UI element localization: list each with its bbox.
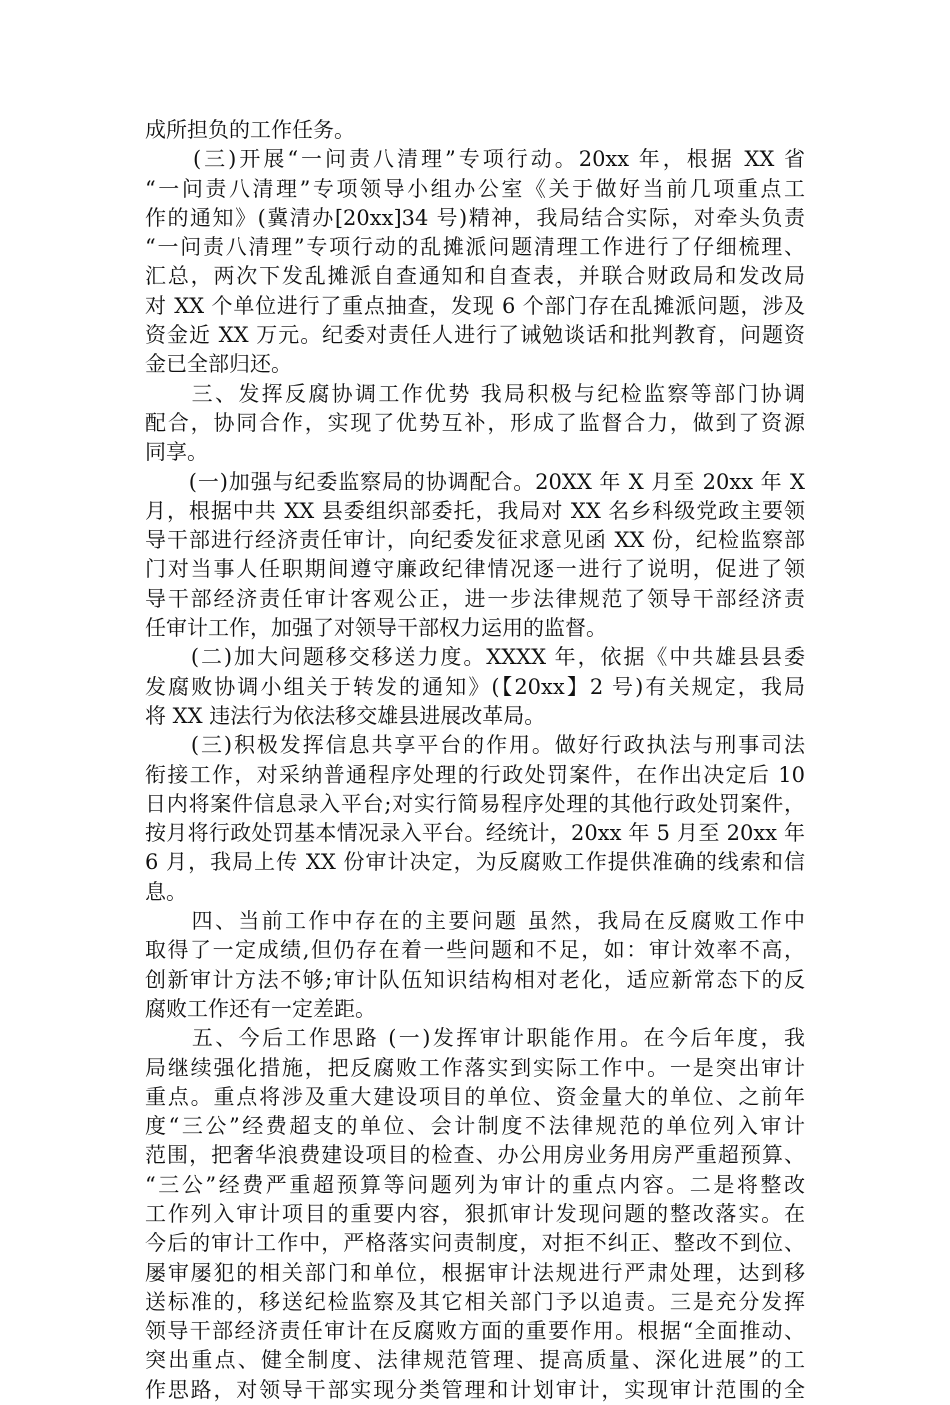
- text-line: 门对当事人任职期间遵守廉政纪律情况逐一进行了说明，促进了领: [145, 557, 805, 582]
- text-line: 送标准的，移送纪检监察及其它相关部门予以追责。三是充分发挥: [145, 1289, 805, 1314]
- text-line: “一问责八清理”专项行动的乱摊派问题清理工作进行了仔细梳理、: [145, 235, 805, 260]
- text-line: 将 XX 违法行为依法移交雄县进展改革局。: [145, 703, 546, 728]
- text-line: 同享。: [145, 440, 208, 465]
- text-line: 作思路，对领导干部实现分类管理和计划审计，实现审计范围的全: [145, 1377, 805, 1402]
- text-line: 局继续强化措施，把反腐败工作落实到实际工作中。一是突出审计: [145, 1055, 805, 1080]
- text-line: 日内将案件信息录入平台;对实行简易程序处理的其他行政处罚案件，: [145, 791, 805, 816]
- text-line: 五、今后工作思路 (一)发挥审计职能作用。在今后年度，我: [145, 1026, 805, 1051]
- text-line: 月，根据中共 XX 县委组织部委托，我局对 XX 名乡科级党政主要领: [145, 498, 805, 523]
- text-line: 息。: [145, 879, 187, 904]
- text-line: 发腐败协调小组关于转发的通知》(【20xx】2 号)有关规定，我局: [145, 674, 805, 699]
- text-line: 取得了一定成绩,但仍存在着一些问题和不足，如：审计效率不高，: [145, 938, 805, 963]
- text-line: 工作列入审计项目的重要内容，狠抓审计发现问题的整改落实。在: [145, 1201, 805, 1226]
- text-line: “一问责八清理”专项领导小组办公室《关于做好当前几项重点工: [145, 176, 805, 201]
- text-line: 6 月，我局上传 XX 份审计决定，为反腐败工作提供准确的线索和信: [145, 850, 805, 875]
- text-line: 突出重点、健全制度、法律规范管理、提高质量、深化进展”的工: [145, 1348, 805, 1373]
- text-line: 今后的审计工作中，严格落实问责制度，对拒不纠正、整改不到位、: [145, 1231, 805, 1256]
- text-line: 领导干部经济责任审计在反腐败方面的重要作用。根据“全面推动、: [145, 1319, 805, 1344]
- text-line: 导干部进行经济责任审计，向纪委发征求意见函 XX 份，纪检监察部: [145, 528, 805, 553]
- text-line: 重点。重点将涉及重大建设项目的单位、资金量大的单位、之前年: [145, 1084, 805, 1109]
- text-line: 成所担负的工作任务。: [145, 118, 355, 142]
- text-line: 四、当前工作中存在的主要问题 虽然，我局在反腐败工作中: [145, 909, 805, 934]
- text-line: 按月将行政处罚基本情况录入平台。经统计，20xx 年 5 月至 20xx 年: [145, 821, 805, 846]
- text-line: 配合，协同合作，实现了优势互补，形成了监督合力，做到了资源: [145, 410, 805, 435]
- text-line: 对 XX 个单位进行了重点抽查，发现 6 个部门存在乱摊派问题，涉及: [145, 293, 805, 318]
- text-line: (二)加大问题移交移送力度。XXXX 年，依据《中共雄县县委: [145, 645, 805, 670]
- text-line: 作的通知》(冀清办[20xx]34 号)精神，我局结合实际，对牵头负责: [145, 205, 805, 230]
- document-body: [145, 116, 805, 1405]
- text-line: “三公”经费严重超预算等问题列为审计的重点内容。二是将整改: [145, 1172, 805, 1197]
- text-line: 衔接工作，对采纳普通程序处理的行政处罚案件，在作出决定后 10: [145, 762, 805, 787]
- text-line: 屡审屡犯的相关部门和单位，根据审计法规进行严肃处理，达到移: [145, 1260, 805, 1285]
- text-line: (一)加强与纪委监察局的协调配合。20XX 年 X 月至 20xx 年 X: [145, 469, 805, 494]
- text-line: 汇总，两次下发乱摊派自查通知和自查表，并联合财政局和发改局: [145, 264, 805, 289]
- text-line: (三)积极发挥信息共享平台的作用。做好行政执法与刑事司法: [145, 733, 805, 758]
- text-line: 任审计工作，加强了对领导干部权力运用的监督。: [145, 616, 607, 641]
- text-line: 度“三公”经费超支的单位、会计制度不法律规范的单位列入审计: [145, 1114, 805, 1139]
- text-line: 三、发挥反腐协调工作优势 我局积极与纪检监察等部门协调: [145, 381, 805, 406]
- text-line: 腐败工作还有一定差距。: [145, 996, 376, 1021]
- text-line: 导干部经济责任审计客观公正，进一步法律规范了领导干部经济责: [145, 586, 805, 611]
- text-line: 金已全部归还。: [145, 352, 292, 377]
- text-line: 创新审计方法不够;审计队伍知识结构相对老化，适应新常态下的反: [145, 967, 805, 992]
- text-line: 范围，把奢华浪费建设项目的检查、办公用房业务用房严重超预算、: [145, 1143, 805, 1168]
- text-line: 资金近 XX 万元。纪委对责任人进行了诫勉谈话和批判教育，问题资: [145, 323, 805, 348]
- text-line: (三)开展“一问责八清理”专项行动。20xx 年，根据 XX 省: [145, 147, 805, 172]
